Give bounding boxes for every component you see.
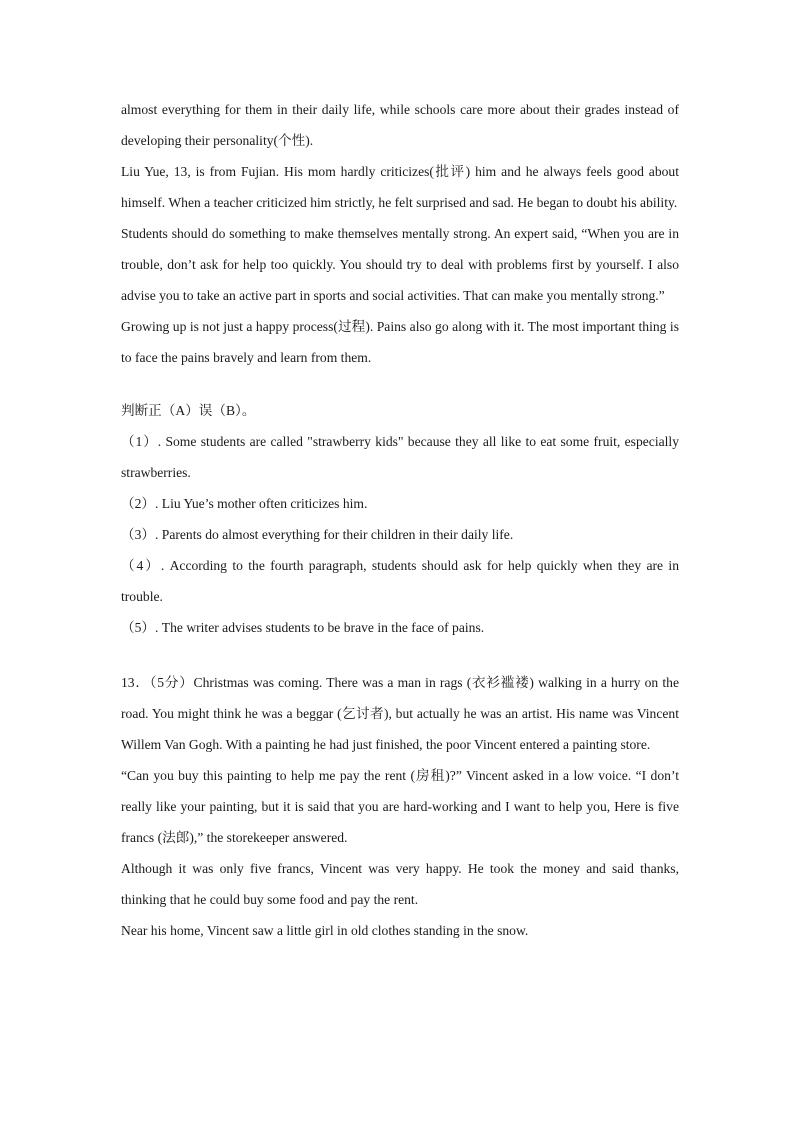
question-item: （4）. According to the fourth paragraph, students should ask for help quickly when they are in trouble. — [121, 558, 679, 604]
section-spacer — [121, 373, 679, 395]
question-13-passage — [121, 667, 679, 946]
passage-paragraph: Liu Yue, 13, is from Fujian. His mom hardly criticizes(批评) him and he always feels good about himself. When a teacher criticized him strictly, he felt surprised and sad. He began to doubt his ability. — [121, 164, 679, 210]
true-false-section — [121, 395, 679, 643]
passage-paragraph: almost everything for them in their daily life, while schools care more about their grades instead of developing their personality(个性). — [121, 102, 679, 148]
passage-paragraph: Although it was only five francs, Vincent was very happy. He took the money and said thanks, thinking that he could buy some food and pay the rent. — [121, 861, 679, 907]
page-content — [121, 94, 679, 946]
passage-paragraph: Near his home, Vincent saw a little girl in old clothes standing in the snow. — [121, 923, 529, 938]
question-item: （5）. The writer advises students to be brave in the face of pains. — [121, 620, 485, 635]
passage-paragraph: Students should do something to make themselves mentally strong. An expert said, “When you are in trouble, don’t ask for help too quickly. You should try to deal with problems first by yourself. I also advise you to take an active part in sports and social activities. That can make you mentally strong.” — [121, 226, 679, 303]
passage-paragraph: 13．（5分）Christmas was coming. There was a man in rags (衣衫褴褛) walking in a hurry on the road. You might think he was a beggar (乞讨者), but actually he was an artist. His name was Vincent Willem Van Gogh. With a painting he had just finished, the poor Vincent entered a painting store. — [121, 675, 679, 752]
passage-paragraph: “Can you buy this painting to help me pay the rent (房租)?” Vincent asked in a low voice. “I don’t really like your painting, but it is said that you are hard-working and I want to help you, Here is five francs (法郎),” the storekeeper answered. — [121, 768, 679, 845]
question-item: （1）. Some students are called "strawberry kids" because they all like to eat some fruit, especially strawberries. — [121, 434, 679, 480]
section-spacer — [121, 643, 679, 667]
question-item: （2）. Liu Yue’s mother often criticizes him. — [121, 496, 368, 511]
question-instruction: 判断正（A）误（B）。 — [121, 403, 256, 418]
reading-passage — [121, 94, 679, 373]
question-item: （3）. Parents do almost everything for their children in their daily life. — [121, 527, 514, 542]
passage-paragraph: Growing up is not just a happy process(过程). Pains also go along with it. The most important thing is to face the pains bravely and learn from them. — [121, 319, 679, 365]
